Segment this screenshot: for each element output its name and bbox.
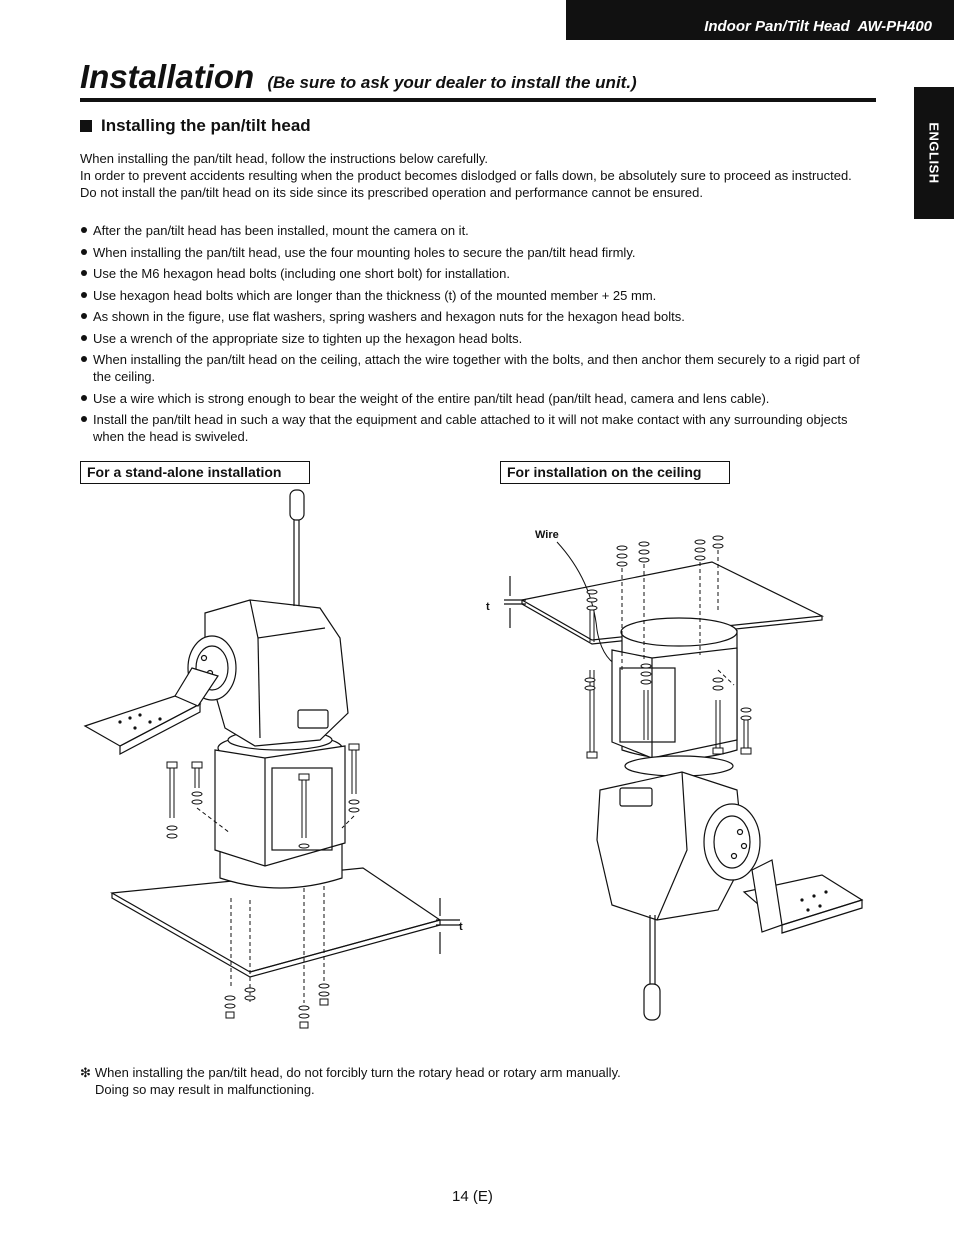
- caution-note-line-2: Doing so may result in malfunctioning.: [95, 1082, 315, 1097]
- page-title: [80, 58, 637, 96]
- instruction-item: After the pan/tilt head has been installed, mount the camera on it.: [80, 222, 875, 239]
- standalone-diagram: [80, 488, 480, 1033]
- intro-line-2: In order to prevent accidents resulting when the product becomes dislodged or falls down, be absolutely sure to proceed as instructed. Do not install the pan/tilt head on its side since its prescribed operation and performance cannot be ensured.: [80, 168, 852, 200]
- page-title-main: Installation: [80, 58, 255, 95]
- caution-note-line-1: When installing the pan/tilt head, do not forcibly turn the rotary head or rotary arm manually.: [94, 1065, 621, 1080]
- standalone-installation-figure: [80, 488, 480, 1033]
- ceiling-figure-label: For installation on the ceiling: [500, 461, 730, 484]
- instruction-item: As shown in the figure, use flat washers, spring washers and hexagon nuts for the hexagon head bolts.: [80, 308, 875, 325]
- instruction-item: Use hexagon head bolts which are longer than the thickness (t) of the mounted member + 25 mm.: [80, 287, 875, 304]
- instruction-item: Use a wire which is strong enough to bear the weight of the entire pan/tilt head (pan/tilt head, camera and lens cable).: [80, 390, 875, 407]
- section-heading: [80, 116, 311, 136]
- instruction-item: Install the pan/tilt head in such a way that the equipment and cable attached to it will not make contact with any surrounding objects when the head is swiveled.: [80, 411, 875, 445]
- intro-text: [80, 150, 870, 201]
- ceiling-thickness-label: t: [486, 601, 490, 613]
- caution-glyph-icon: ❇: [80, 1065, 91, 1080]
- intro-line-1: When installing the pan/tilt head, follow the instructions below carefully.: [80, 151, 489, 166]
- instruction-item: Use the M6 hexagon head bolts (including one short bolt) for installation.: [80, 265, 875, 282]
- language-tab: [914, 87, 954, 219]
- wire-label: Wire: [535, 529, 559, 541]
- ceiling-diagram: [482, 520, 872, 1030]
- instruction-item: When installing the pan/tilt head on the ceiling, attach the wire together with the bolts, and then anchor them securely to a rigid part of the ceiling.: [80, 351, 875, 385]
- square-bullet-icon: [80, 120, 92, 132]
- product-name: Indoor Pan/Tilt Head AW-PH400: [704, 18, 932, 35]
- header-bar: [566, 0, 954, 40]
- section-heading-text: Installing the pan/tilt head: [101, 116, 311, 135]
- title-rule: [80, 98, 876, 102]
- caution-note: [80, 1064, 621, 1098]
- page-title-subtitle: (Be sure to ask your dealer to install the unit.): [267, 73, 637, 92]
- page-number: 14 (E): [452, 1188, 493, 1205]
- standalone-figure-label: For a stand-alone installation: [80, 461, 310, 484]
- language-tab-label: ENGLISH: [926, 122, 942, 184]
- instruction-item: Use a wrench of the appropriate size to tighten up the hexagon head bolts.: [80, 330, 875, 347]
- standalone-thickness-label: t: [459, 921, 463, 933]
- ceiling-installation-figure: [482, 520, 872, 1030]
- instruction-list: [80, 222, 875, 450]
- instruction-item: When installing the pan/tilt head, use the four mounting holes to secure the pan/tilt head firmly.: [80, 244, 875, 261]
